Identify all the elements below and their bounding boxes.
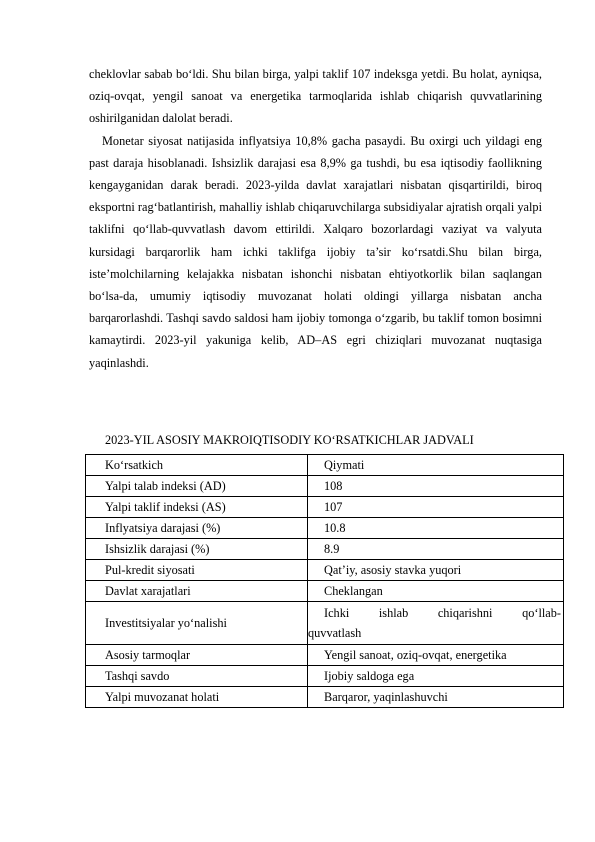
value-line-2: quvvatlash: [308, 626, 362, 640]
table-row: [86, 539, 564, 560]
value-cell: Ijobiy saldoga ega: [308, 666, 564, 687]
value-cell: Cheklangan: [308, 581, 564, 602]
table-row: [86, 687, 564, 708]
header-value: Qiymati: [308, 455, 564, 476]
indicator-cell: Yalpi muvozanat holati: [86, 687, 308, 708]
indicator-cell: Investitsiyalar yo‘nalishi: [86, 602, 308, 645]
table-header-row: [86, 455, 564, 476]
value-cell: 10.8: [308, 518, 564, 539]
indicator-cell: Inflyatsiya darajasi (%): [86, 518, 308, 539]
table-row: [86, 602, 564, 645]
table-row: [86, 497, 564, 518]
indicator-cell: Yalpi talab indeksi (AD): [86, 476, 308, 497]
indicator-cell: Tashqi savdo: [86, 666, 308, 687]
table-row: [86, 518, 564, 539]
header-indicator: Ko‘rsatkich: [86, 455, 308, 476]
value-line-1: Ichki ishlab chiqarishni qo‘llab-: [324, 606, 561, 620]
paragraph-2: Monetar siyosat natijasida inflyatsiya 10,8% gacha pasaydi. Bu oxirgi uch yildagi eng past daraja hisoblanadi. Ishsizlik darajasi esa 8,9% ga tushdi, bu esa iqtisodiy faollikning kengayganidan darak beradi. 2023-yilda davlat xarajatlari nisbatan qisqartirildi, biroq eksportni rag‘batlantirish, mahalliy ishlab chiqaruvchilarga subsidiyalar ajratish orqali yalpi taklifni qo‘llab-quvvatlash davom ettirildi. Xalqaro bozorlardagi vaziyat va valyuta kursidagi barqarorlik ham ichki taklifga ijobiy ta’sir ko‘rsatdi.Shu bilan birga, iste’molchilarning kelajakka nisbatan ishonchi nisbatan ehtiyotkorlik bilan saqlangan bo‘lsa-da, umumiy iqtisodiy muvozanat holati oldingi yillarga nisbatan ancha barqarorlashdi. Tashqi savdo saldosi ham ijobiy tomonga o‘zgarib, bu taklif tomon bosimni kamaytirdi. 2023-yil yakuniga kelib, AD–AS egri chiziqlari muvozanat nuqtasiga yaqinlashdi.: [89, 133, 542, 370]
document-body: [89, 63, 542, 374]
value-cell: Qat’iy, asosiy stavka yuqori: [308, 560, 564, 581]
indicator-cell: Yalpi taklif indeksi (AS): [86, 497, 308, 518]
table-row: [86, 476, 564, 497]
indicators-table: [85, 454, 564, 708]
indicator-cell: Pul-kredit siyosati: [86, 560, 308, 581]
indicator-cell: Davlat xarajatlari: [86, 581, 308, 602]
indicator-cell: Ishsizlik darajasi (%): [86, 539, 308, 560]
value-cell: 108: [308, 476, 564, 497]
table-row: [86, 560, 564, 581]
table-title: 2023-YIL ASOSIY MAKROIQTISODIY KO‘RSATKICHLAR JADVALI: [105, 433, 474, 447]
value-cell: Yengil sanoat, oziq-ovqat, energetika: [308, 645, 564, 666]
paragraph-1: cheklovlar sabab bo‘ldi. Shu bilan birga, yalpi taklif 107 indeksga yetdi. Bu holat, ayniqsa, oziq-ovqat, yengil sanoat va energetika tarmoqlarida ishlab chiqarish quvvatlarining oshirilganidan dalolat beradi.: [89, 67, 542, 126]
value-cell: 8.9: [308, 539, 564, 560]
value-cell: 107: [308, 497, 564, 518]
value-cell: Barqaror, yaqinlashuvchi: [308, 687, 564, 708]
table-row: [86, 581, 564, 602]
table-row: [86, 666, 564, 687]
indicator-cell: Asosiy tarmoqlar: [86, 645, 308, 666]
value-cell: [308, 602, 564, 645]
table-row: [86, 645, 564, 666]
